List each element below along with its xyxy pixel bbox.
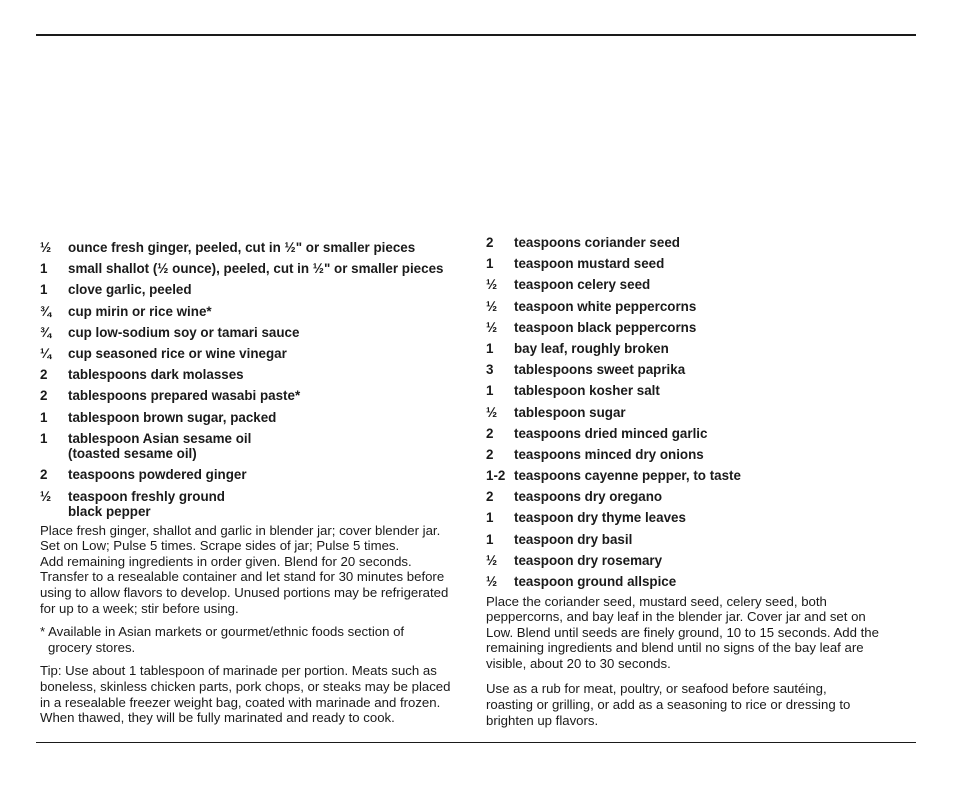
ingredient-row xyxy=(486,341,916,357)
ingredient-row xyxy=(40,304,470,320)
ingredient-desc: small shallot (½ ounce), peeled, cut in ½" or smaller pieces xyxy=(68,261,444,277)
ingredient-row xyxy=(486,468,916,484)
ingredient-row xyxy=(40,346,470,362)
ingredient-qty: ¼ xyxy=(40,345,52,361)
ingredient-desc: cup seasoned rice or wine vinegar xyxy=(68,345,287,361)
ingredient-desc: teaspoons coriander seed xyxy=(514,235,680,250)
ingredient-desc: tablespoons dark molasses xyxy=(68,367,244,383)
ingredient-desc: teaspoon white peppercorns xyxy=(514,298,697,314)
spice-rub-instructions: Place the coriander seed, mustard seed, celery seed, both peppercorns, and bay leaf in the blender jar. Cover jar and set on Low. Blend until seeds are finely ground, 10 to 15 seconds. Add the remaining ingredients and blend until no signs of the bay leaf are visible, about 20 to 30 seconds. xyxy=(486,593,879,671)
ingredient-qty: 1 xyxy=(40,261,48,277)
ingredient-qty: ½ xyxy=(486,319,498,335)
ingredient-row xyxy=(486,362,916,378)
ingredient-desc: teaspoon ground allspice xyxy=(514,574,677,589)
ingredient-qty: 1-2 xyxy=(486,468,506,484)
ingredient-desc: teaspoons dried minced garlic xyxy=(514,425,708,441)
ingredient-row xyxy=(486,256,916,272)
ingredient-row xyxy=(486,405,916,421)
ingredient-desc: teaspoons dry oregano xyxy=(514,489,663,505)
ingredient-qty: ½ xyxy=(486,404,498,420)
ingredient-row xyxy=(486,320,916,336)
ingredient-row xyxy=(486,532,916,548)
ingredient-qty: ½ xyxy=(486,298,498,314)
ingredient-qty: ½ xyxy=(486,574,498,589)
ingredient-row xyxy=(40,261,470,277)
ingredient-row xyxy=(40,367,470,383)
top-rule xyxy=(36,34,916,36)
ingredient-qty: 2 xyxy=(486,235,494,250)
ingredient-qty: 2 xyxy=(40,467,48,483)
ingredient-qty: ½ xyxy=(486,277,498,293)
ingredient-desc: teaspoon mustard seed xyxy=(514,256,665,272)
ingredient-desc: tablespoon Asian sesame oil (toasted sesame oil) xyxy=(68,430,252,462)
ingredient-row xyxy=(486,510,916,526)
ingredient-desc: bay leaf, roughly broken xyxy=(514,340,669,356)
ingredient-qty: 1 xyxy=(486,510,494,526)
ingredient-qty: 1 xyxy=(40,430,48,446)
ingredient-desc: teaspoon dry basil xyxy=(514,531,633,547)
ingredient-qty: 2 xyxy=(486,446,494,462)
ingredient-desc: teaspoon dry rosemary xyxy=(514,552,663,568)
ingredient-row xyxy=(40,325,470,341)
ingredient-row xyxy=(486,383,916,399)
ingredient-row xyxy=(486,574,916,590)
ingredient-qty: ½ xyxy=(486,552,498,568)
ingredient-desc: teaspoons powdered ginger xyxy=(68,467,247,483)
ingredient-qty: ¾ xyxy=(40,324,52,340)
ingredient-desc: clove garlic, peeled xyxy=(68,282,192,298)
ingredient-desc: teaspoon freshly ground black pepper xyxy=(68,488,225,520)
ingredient-row xyxy=(40,489,470,520)
ingredient-desc: tablespoons prepared wasabi paste* xyxy=(68,388,301,404)
ingredient-row xyxy=(486,426,916,442)
ingredient-qty: 1 xyxy=(486,383,494,399)
ingredient-desc: tablespoons sweet paprika xyxy=(514,362,686,378)
bottom-rule xyxy=(36,742,916,743)
ingredient-desc: tablespoon kosher salt xyxy=(514,383,660,399)
ingredient-qty: 1 xyxy=(486,256,494,272)
marinade-footnote: * Available in Asian markets or gourmet/ethnic foods section of grocery stores. xyxy=(40,624,405,655)
ingredient-desc: ounce fresh ginger, peeled, cut in ½" or smaller pieces xyxy=(68,240,416,255)
ingredient-row xyxy=(40,431,470,462)
ingredient-row xyxy=(486,277,916,293)
ingredient-desc: teaspoon dry thyme leaves xyxy=(514,510,686,526)
ingredient-row xyxy=(486,235,916,251)
ingredient-desc: teaspoons cayenne pepper, to taste xyxy=(514,468,741,484)
ingredient-qty: 1 xyxy=(40,282,48,298)
ingredient-row xyxy=(40,240,470,256)
ingredient-row xyxy=(486,553,916,569)
ingredient-qty: 2 xyxy=(486,489,494,505)
ingredient-row xyxy=(486,489,916,505)
ingredient-qty: 1 xyxy=(486,531,494,547)
spice-rub-usage: Use as a rub for meat, poultry, or seafood before sautéing, roasting or grilling, or add as a seasoning to rice or dressing to brighten up flavors. xyxy=(486,681,851,728)
ingredient-desc: teaspoon black peppercorns xyxy=(514,319,697,335)
ingredient-row xyxy=(486,447,916,463)
ingredient-row xyxy=(40,467,470,483)
ingredient-qty: 2 xyxy=(486,425,494,441)
ingredient-desc: tablespoon brown sugar, packed xyxy=(68,409,277,425)
ingredient-row xyxy=(40,282,470,298)
ingredient-desc: tablespoon sugar xyxy=(514,404,626,420)
ingredient-qty: 1 xyxy=(486,340,494,356)
ingredient-row xyxy=(40,410,470,426)
marinade-tip: Tip: Use about 1 tablespoon of marinade per portion. Meats such as boneless, skinless chicken parts, pork chops, or steaks may be placed in a resealable freezer weight bag, coated with marinade and frozen. When thawed, they will be fully marinated and ready to cook. xyxy=(40,663,451,726)
spice-rub-ingredient-list xyxy=(486,235,916,590)
ingredient-qty: 1 xyxy=(40,409,48,425)
ingredient-qty: 3 xyxy=(486,362,494,378)
ingredient-desc: cup low-sodium soy or tamari sauce xyxy=(68,324,300,340)
ingredient-desc: teaspoons minced dry onions xyxy=(514,446,704,462)
ingredient-qty: ½ xyxy=(40,488,52,504)
ingredient-qty: 2 xyxy=(40,367,48,383)
spice-rub-recipe-column xyxy=(486,235,916,736)
ingredient-qty: 2 xyxy=(40,388,48,404)
ingredient-row xyxy=(486,299,916,315)
ingredient-row xyxy=(40,388,470,404)
marinade-instructions: Place fresh ginger, shallot and garlic in blender jar; cover blender jar. Set on Low; Pulse 5 times. Scrape sides of jar; Pulse 5 times. Add remaining ingredients in order given. Blend for 20 seconds. Transfer to a resealable container and let stand for 30 minutes before using to allow flavors to develop. Unused portions may be refrigerated for up to a week; stir before using. xyxy=(40,522,449,616)
ingredient-qty: ½ xyxy=(40,240,52,255)
marinade-recipe-column xyxy=(40,240,470,734)
marinade-ingredient-list xyxy=(40,240,470,520)
ingredient-desc: teaspoon celery seed xyxy=(514,277,651,293)
ingredient-qty: ¾ xyxy=(40,303,52,319)
ingredient-desc: cup mirin or rice wine* xyxy=(68,303,212,319)
